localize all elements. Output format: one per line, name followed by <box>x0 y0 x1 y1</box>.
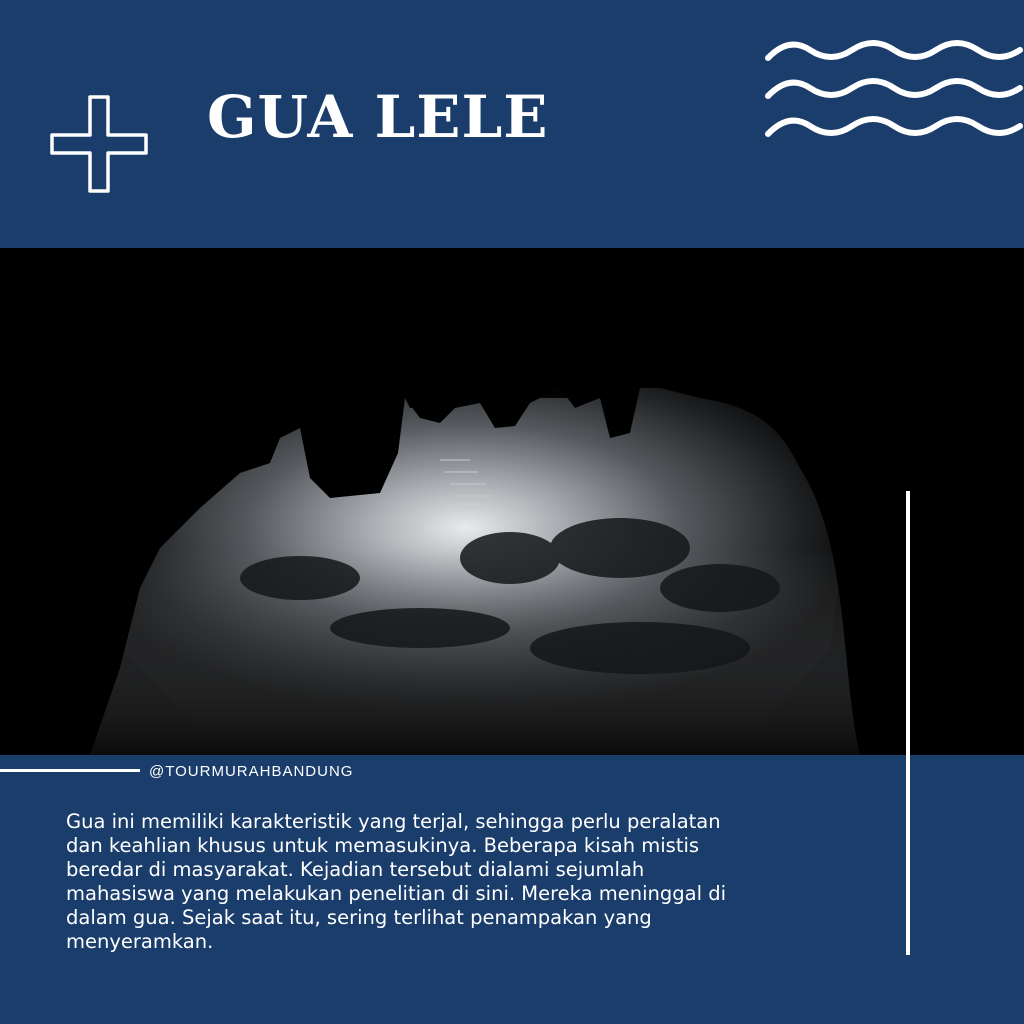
vertical-divider <box>906 491 910 955</box>
description-text: Gua ini memiliki karakteristik yang terjal, sehingga perlu peralatan dan keahlian khusus untuk memasukinya. Beberapa kisah mistis beredar di masyarakat. Kejadian tersebut dialami sejumlah mahasiswa yang melakukan penelitian di sini. Mereka meninggal di dalam gua. Sejak saat itu, sering terlihat penampakan yang menyeramkan. <box>66 810 727 953</box>
cave-photo <box>0 248 1024 755</box>
plus-icon <box>48 93 150 195</box>
social-handle: @TOURMURAHBANDUNG <box>149 763 354 780</box>
page-title: GUA LELE <box>207 83 549 151</box>
header <box>0 0 1024 248</box>
waves-icon <box>764 30 1024 150</box>
handle-divider <box>0 769 140 772</box>
